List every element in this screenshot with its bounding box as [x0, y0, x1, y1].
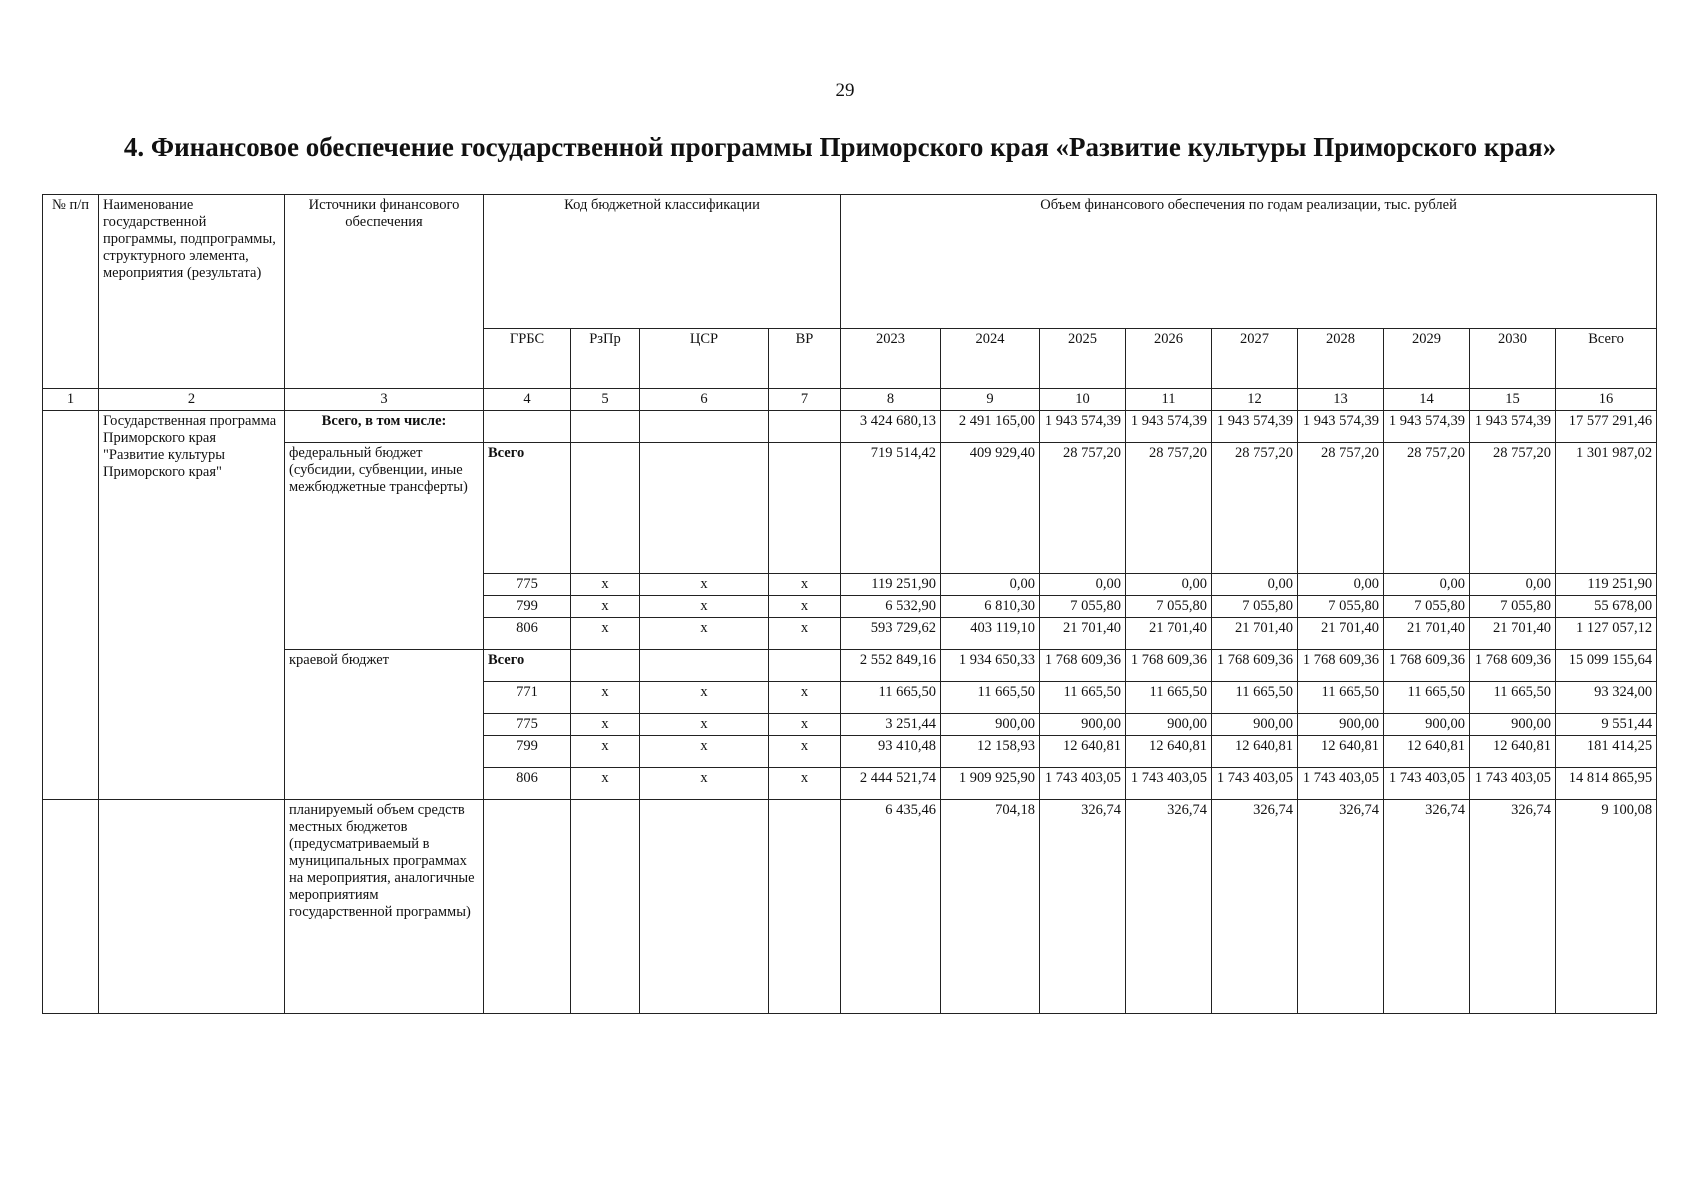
table-row-local: [43, 800, 1657, 1014]
amount-cell: 28 757,20: [1040, 443, 1126, 574]
amount-cell: 1 743 403,05: [1212, 768, 1298, 800]
amount-cell: 12 640,81: [1040, 736, 1126, 768]
amount-total-cell: 9 100,08: [1556, 800, 1657, 1014]
amount-cell: 719 514,42: [841, 443, 941, 574]
amount-cell: 403 119,10: [941, 618, 1040, 650]
amount-cell: 2 552 849,16: [841, 650, 941, 682]
amount-cell: 28 757,20: [1212, 443, 1298, 574]
amount-total-cell: 15 099 155,64: [1556, 650, 1657, 682]
amount-total-cell: 14 814 865,95: [1556, 768, 1657, 800]
vr-cell: [769, 443, 841, 574]
amount-cell: 0,00: [1126, 574, 1212, 596]
amount-total-cell: 1 127 057,12: [1556, 618, 1657, 650]
amount-cell: 0,00: [1212, 574, 1298, 596]
vr-cell: [769, 411, 841, 443]
amount-cell: 1 743 403,05: [1384, 768, 1470, 800]
amount-cell: 1 943 574,39: [1298, 411, 1384, 443]
header-year: 2023: [841, 329, 941, 389]
header-vr: ВР: [769, 329, 841, 389]
grbs-cell: 799: [484, 596, 571, 618]
amount-cell: 12 640,81: [1212, 736, 1298, 768]
amount-cell: 1 743 403,05: [1126, 768, 1212, 800]
vr-cell: x: [769, 768, 841, 800]
rzpr-cell: x: [571, 736, 640, 768]
amount-cell: 6 532,90: [841, 596, 941, 618]
amount-cell: 0,00: [1384, 574, 1470, 596]
row-number-cell: [43, 411, 99, 800]
column-number: 13: [1298, 389, 1384, 411]
header-grbs: ГРБС: [484, 329, 571, 389]
column-number: 14: [1384, 389, 1470, 411]
rzpr-cell: [571, 443, 640, 574]
csr-cell: [640, 800, 769, 1014]
rzpr-cell: x: [571, 596, 640, 618]
amount-cell: 2 491 165,00: [941, 411, 1040, 443]
page-title: 4. Финансовое обеспечение государственной программы Приморского края «Развитие культуры Приморского края»: [123, 132, 1557, 162]
column-number: 15: [1470, 389, 1556, 411]
column-number: 8: [841, 389, 941, 411]
amount-cell: 593 729,62: [841, 618, 941, 650]
amount-cell: 1 743 403,05: [1298, 768, 1384, 800]
column-number: 4: [484, 389, 571, 411]
header-volume: Объем финансового обеспечения по годам реализации, тыс. рублей: [841, 195, 1657, 329]
amount-cell: 21 701,40: [1212, 618, 1298, 650]
source-label: планируемый объем средств местных бюджетов (предусматриваемый в муниципальных программах на мероприятия, аналогичные мероприятиям государственной программы): [285, 800, 484, 1014]
amount-cell: 11 665,50: [1470, 682, 1556, 714]
column-number: 3: [285, 389, 484, 411]
rzpr-cell: x: [571, 574, 640, 596]
column-number: 2: [99, 389, 285, 411]
amount-cell: 326,74: [1470, 800, 1556, 1014]
amount-cell: 28 757,20: [1126, 443, 1212, 574]
amount-total-cell: 119 251,90: [1556, 574, 1657, 596]
amount-cell: 11 665,50: [1040, 682, 1126, 714]
amount-cell: 0,00: [1040, 574, 1126, 596]
amount-cell: 7 055,80: [1126, 596, 1212, 618]
amount-total-cell: 9 551,44: [1556, 714, 1657, 736]
vr-cell: x: [769, 596, 841, 618]
amount-cell: 1 743 403,05: [1040, 768, 1126, 800]
source-label: Всего, в том числе:: [285, 411, 484, 443]
csr-cell: [640, 411, 769, 443]
amount-cell: 12 640,81: [1470, 736, 1556, 768]
amount-total-cell: 17 577 291,46: [1556, 411, 1657, 443]
amount-cell: 409 929,40: [941, 443, 1040, 574]
amount-cell: 326,74: [1126, 800, 1212, 1014]
amount-cell: 28 757,20: [1384, 443, 1470, 574]
csr-cell: x: [640, 714, 769, 736]
header-row-top: [43, 195, 1657, 329]
table-row-total: [43, 411, 1657, 443]
amount-cell: 900,00: [1040, 714, 1126, 736]
table-row-regional: [43, 650, 1657, 682]
csr-cell: [640, 443, 769, 574]
source-label: федеральный бюджет (субсидии, субвенции, иные межбюджетные трансферты): [285, 443, 484, 650]
row-number-cell: [43, 800, 99, 1014]
source-label: краевой бюджет: [285, 650, 484, 800]
vr-cell: x: [769, 714, 841, 736]
csr-cell: x: [640, 596, 769, 618]
column-number: 12: [1212, 389, 1298, 411]
amount-cell: 7 055,80: [1470, 596, 1556, 618]
column-number: 16: [1556, 389, 1657, 411]
header-year: 2024: [941, 329, 1040, 389]
amount-cell: 1 909 925,90: [941, 768, 1040, 800]
vr-cell: x: [769, 618, 841, 650]
grbs-cell: Всего: [484, 443, 571, 574]
amount-cell: 11 665,50: [941, 682, 1040, 714]
amount-cell: 1 943 574,39: [1126, 411, 1212, 443]
amount-cell: 1 934 650,33: [941, 650, 1040, 682]
amount-cell: 326,74: [1384, 800, 1470, 1014]
rzpr-cell: [571, 650, 640, 682]
csr-cell: x: [640, 682, 769, 714]
grbs-cell: Всего: [484, 650, 571, 682]
amount-cell: 1 943 574,39: [1212, 411, 1298, 443]
grbs-cell: [484, 411, 571, 443]
financing-table: [42, 194, 1657, 1014]
amount-cell: 11 665,50: [1384, 682, 1470, 714]
amount-cell: 7 055,80: [1040, 596, 1126, 618]
header-year: 2026: [1126, 329, 1212, 389]
amount-cell: 11 665,50: [841, 682, 941, 714]
header-num: № п/п: [43, 195, 99, 389]
grbs-cell: 775: [484, 714, 571, 736]
header-rzpr: РзПр: [571, 329, 640, 389]
amount-cell: 1 768 609,36: [1298, 650, 1384, 682]
amount-total-cell: 93 324,00: [1556, 682, 1657, 714]
grbs-cell: 771: [484, 682, 571, 714]
amount-cell: 6 810,30: [941, 596, 1040, 618]
amount-cell: 12 158,93: [941, 736, 1040, 768]
rzpr-cell: x: [571, 618, 640, 650]
header-year: 2028: [1298, 329, 1384, 389]
csr-cell: x: [640, 768, 769, 800]
amount-cell: 1 768 609,36: [1212, 650, 1298, 682]
vr-cell: x: [769, 682, 841, 714]
amount-cell: 900,00: [941, 714, 1040, 736]
amount-cell: 0,00: [1470, 574, 1556, 596]
amount-cell: 1 943 574,39: [1470, 411, 1556, 443]
amount-cell: 21 701,40: [1470, 618, 1556, 650]
vr-cell: [769, 800, 841, 1014]
amount-cell: 11 665,50: [1126, 682, 1212, 714]
header-year: 2030: [1470, 329, 1556, 389]
amount-cell: 21 701,40: [1040, 618, 1126, 650]
column-number: 5: [571, 389, 640, 411]
table-row-federal: [43, 443, 1657, 574]
csr-cell: x: [640, 736, 769, 768]
vr-cell: [769, 650, 841, 682]
amount-cell: 12 640,81: [1384, 736, 1470, 768]
amount-total-cell: 181 414,25: [1556, 736, 1657, 768]
amount-cell: 326,74: [1212, 800, 1298, 1014]
amount-cell: 1 943 574,39: [1384, 411, 1470, 443]
amount-cell: 12 640,81: [1126, 736, 1212, 768]
rzpr-cell: [571, 411, 640, 443]
amount-cell: 900,00: [1126, 714, 1212, 736]
amount-cell: 11 665,50: [1212, 682, 1298, 714]
amount-cell: 704,18: [941, 800, 1040, 1014]
amount-cell: 3 424 680,13: [841, 411, 941, 443]
header-source: Источники финансового обеспечения: [285, 195, 484, 389]
amount-cell: 2 444 521,74: [841, 768, 941, 800]
amount-cell: 7 055,80: [1212, 596, 1298, 618]
grbs-cell: [484, 800, 571, 1014]
rzpr-cell: [571, 800, 640, 1014]
amount-cell: 3 251,44: [841, 714, 941, 736]
amount-cell: 21 701,40: [1126, 618, 1212, 650]
amount-cell: 12 640,81: [1298, 736, 1384, 768]
amount-cell: 326,74: [1298, 800, 1384, 1014]
grbs-cell: 806: [484, 768, 571, 800]
amount-cell: 7 055,80: [1298, 596, 1384, 618]
page-number: 29: [835, 80, 855, 101]
amount-cell: 11 665,50: [1298, 682, 1384, 714]
grbs-cell: 775: [484, 574, 571, 596]
csr-cell: x: [640, 618, 769, 650]
amount-cell: 0,00: [1298, 574, 1384, 596]
header-csr: ЦСР: [640, 329, 769, 389]
header-total: Всего: [1556, 329, 1657, 389]
amount-cell: 21 701,40: [1384, 618, 1470, 650]
header-year: 2027: [1212, 329, 1298, 389]
column-number: 1: [43, 389, 99, 411]
amount-cell: 28 757,20: [1470, 443, 1556, 574]
program-name-cell: [99, 800, 285, 1014]
program-name: Государственная программа Приморского края "Развитие культуры Приморского края": [99, 411, 285, 800]
amount-cell: 1 743 403,05: [1470, 768, 1556, 800]
amount-cell: 21 701,40: [1298, 618, 1384, 650]
amount-cell: 1 768 609,36: [1126, 650, 1212, 682]
amount-cell: 6 435,46: [841, 800, 941, 1014]
header-year: 2029: [1384, 329, 1470, 389]
amount-cell: 1 768 609,36: [1384, 650, 1470, 682]
column-number: 10: [1040, 389, 1126, 411]
column-number: 9: [941, 389, 1040, 411]
column-number: 6: [640, 389, 769, 411]
amount-cell: 93 410,48: [841, 736, 941, 768]
column-number: 11: [1126, 389, 1212, 411]
amount-total-cell: 55 678,00: [1556, 596, 1657, 618]
csr-cell: [640, 650, 769, 682]
header-year: 2025: [1040, 329, 1126, 389]
amount-total-cell: 1 301 987,02: [1556, 443, 1657, 574]
amount-cell: 900,00: [1212, 714, 1298, 736]
amount-cell: 119 251,90: [841, 574, 941, 596]
amount-cell: 7 055,80: [1384, 596, 1470, 618]
rzpr-cell: x: [571, 682, 640, 714]
amount-cell: 1 768 609,36: [1040, 650, 1126, 682]
vr-cell: x: [769, 574, 841, 596]
amount-cell: 900,00: [1470, 714, 1556, 736]
vr-cell: x: [769, 736, 841, 768]
amount-cell: 0,00: [941, 574, 1040, 596]
header-name: Наименование государственной программы, подпрограммы, структурного элемента, мероприятия (результата): [99, 195, 285, 389]
column-number: 7: [769, 389, 841, 411]
amount-cell: 1 768 609,36: [1470, 650, 1556, 682]
amount-cell: 28 757,20: [1298, 443, 1384, 574]
header-budget-code: Код бюджетной классификации: [484, 195, 841, 329]
amount-cell: 1 943 574,39: [1040, 411, 1126, 443]
grbs-cell: 806: [484, 618, 571, 650]
grbs-cell: 799: [484, 736, 571, 768]
rzpr-cell: x: [571, 714, 640, 736]
amount-cell: 326,74: [1040, 800, 1126, 1014]
column-number-row: [43, 389, 1657, 411]
csr-cell: x: [640, 574, 769, 596]
amount-cell: 900,00: [1298, 714, 1384, 736]
rzpr-cell: x: [571, 768, 640, 800]
amount-cell: 900,00: [1384, 714, 1470, 736]
